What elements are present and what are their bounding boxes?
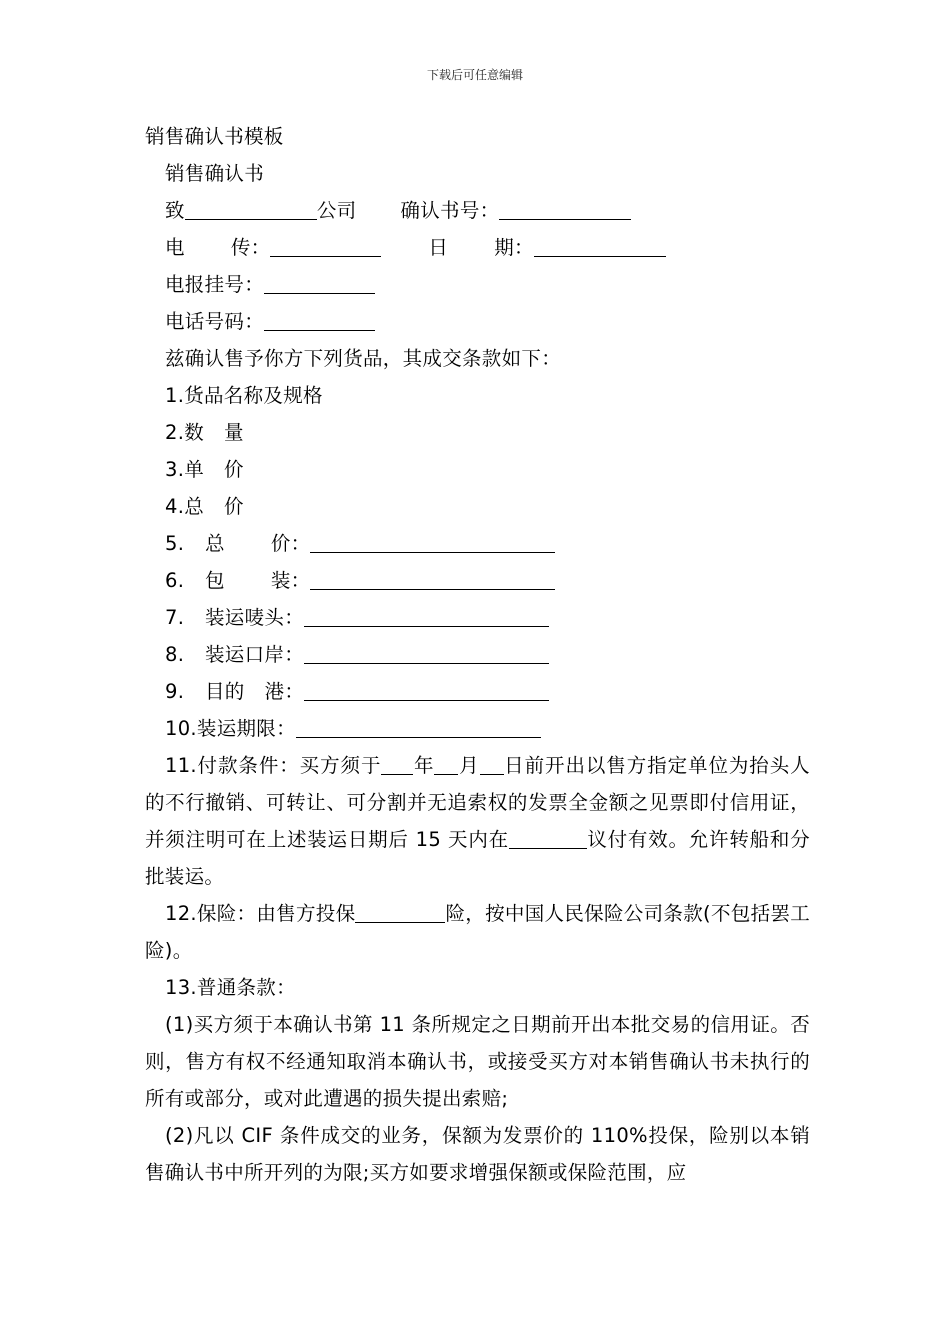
day-blank [480, 752, 504, 775]
clause-12-part-2: 险，按中国人民保险公司条款(不包括罢工险)。 [145, 902, 810, 962]
item-8-label: 装运口岸： [205, 643, 305, 666]
clause-13-sub-2: (2)凡以 CIF 条件成交的业务，保额为发票价的 110%投保，险别以本销售确认书中所开列的为限;买方如要求增强保额或保险范围，应 [145, 1124, 810, 1184]
clause-12 [145, 895, 810, 969]
company-label: 公司 [316, 199, 357, 222]
year-blank [381, 752, 413, 775]
phone-label: 电话号码： [165, 310, 265, 333]
item-10-blank [296, 715, 541, 738]
item-6-blank [310, 567, 555, 590]
document-subtitle: 销售确认书 [165, 162, 265, 185]
clause-11-part-4: 日前开出以售方指定单位为抬头人的不行撤销、可转让、可分割并无追索权的发票全金额之见票即付信用证，并须注明可在上述装运日期后 15 天内在 [145, 754, 810, 851]
telegram-label: 电报挂号： [165, 273, 265, 296]
insurance-blank [355, 900, 445, 923]
clause-11-year: 年 [413, 754, 435, 777]
date-blank [534, 234, 666, 257]
intro-line: 兹确认售予你方下列货品，其成交条款如下： [165, 347, 562, 370]
item-9 [145, 673, 810, 710]
item-3-label-a: 3.单 [165, 458, 205, 481]
fax-label-a: 电 [165, 236, 185, 259]
item-7-blank [304, 604, 549, 627]
item-10 [145, 710, 810, 747]
item-8-number: 8. [165, 643, 185, 666]
item-6 [145, 562, 810, 599]
phone-blank [264, 308, 375, 331]
clause-12-part-1: 12.保险：由售方投保 [165, 902, 356, 925]
item-8 [145, 636, 810, 673]
item-8-blank [304, 641, 549, 664]
item-9-label-a: 目的 [205, 680, 245, 703]
item-4 [145, 488, 810, 525]
item-2-label-b: 量 [224, 421, 244, 444]
item-2-label-a: 2.数 [165, 421, 205, 444]
phone-line [145, 303, 810, 340]
item-2 [145, 414, 810, 451]
negotiation-place-blank [509, 826, 587, 849]
item-1: 1.货品名称及规格 [165, 384, 323, 407]
item-5-blank [310, 530, 555, 553]
item-7-number: 7. [165, 606, 185, 629]
item-6-label-b: 装： [270, 569, 311, 592]
clause-11 [145, 747, 810, 895]
fax-date-line [145, 229, 810, 266]
document-title: 销售确认书模板 [145, 125, 284, 148]
date-label-a: 日 [428, 236, 449, 259]
fax-blank [270, 234, 381, 257]
to-label: 致 [165, 199, 185, 222]
clause-13-sub-1: (1)买方须于本确认书第 11 条所规定之日期前开出本批交易的信用证。否则，售方有权不经通知取消本确认书，或接受买方对本销售确认书未执行的所有或部分，或对此遭遇的损失提出索赔; [145, 1013, 810, 1110]
item-4-label-a: 4.总 [165, 495, 205, 518]
item-10-label: 10.装运期限： [165, 717, 296, 740]
clause-11-part-1: 11.付款条件：买方须于 [165, 754, 382, 777]
date-label-b: 期： [494, 236, 534, 259]
item-5-label-b: 价： [270, 532, 311, 555]
item-6-label-a: 包 [205, 569, 225, 592]
item-9-label-b: 港： [264, 680, 305, 703]
fax-label-b: 传： [230, 236, 271, 259]
clause-11-month: 月 [458, 754, 480, 777]
month-blank [434, 752, 458, 775]
item-5 [145, 525, 810, 562]
item-4-label-b: 价 [224, 495, 244, 518]
item-7-label: 装运唛头： [205, 606, 305, 629]
item-5-number: 5. [165, 532, 185, 555]
recipient-line [145, 192, 810, 229]
document-body [145, 118, 810, 1191]
telegram-blank [264, 271, 375, 294]
item-6-number: 6. [165, 569, 185, 592]
telegram-line [145, 266, 810, 303]
item-3-label-b: 价 [224, 458, 244, 481]
confirm-no-label: 确认书号： [400, 199, 500, 222]
confirm-no-blank [499, 197, 631, 220]
item-3 [145, 451, 810, 488]
clause-11-part-5: 议付有效。允许转船和分批装运。 [145, 828, 810, 888]
clause-13: 13.普通条款： [165, 976, 296, 999]
item-9-blank [304, 678, 549, 701]
item-7 [145, 599, 810, 636]
page-header: 下载后可任意编辑 [426, 68, 523, 82]
item-9-number: 9. [165, 680, 185, 703]
company-blank [185, 197, 317, 220]
item-5-label-a: 总 [205, 532, 225, 555]
